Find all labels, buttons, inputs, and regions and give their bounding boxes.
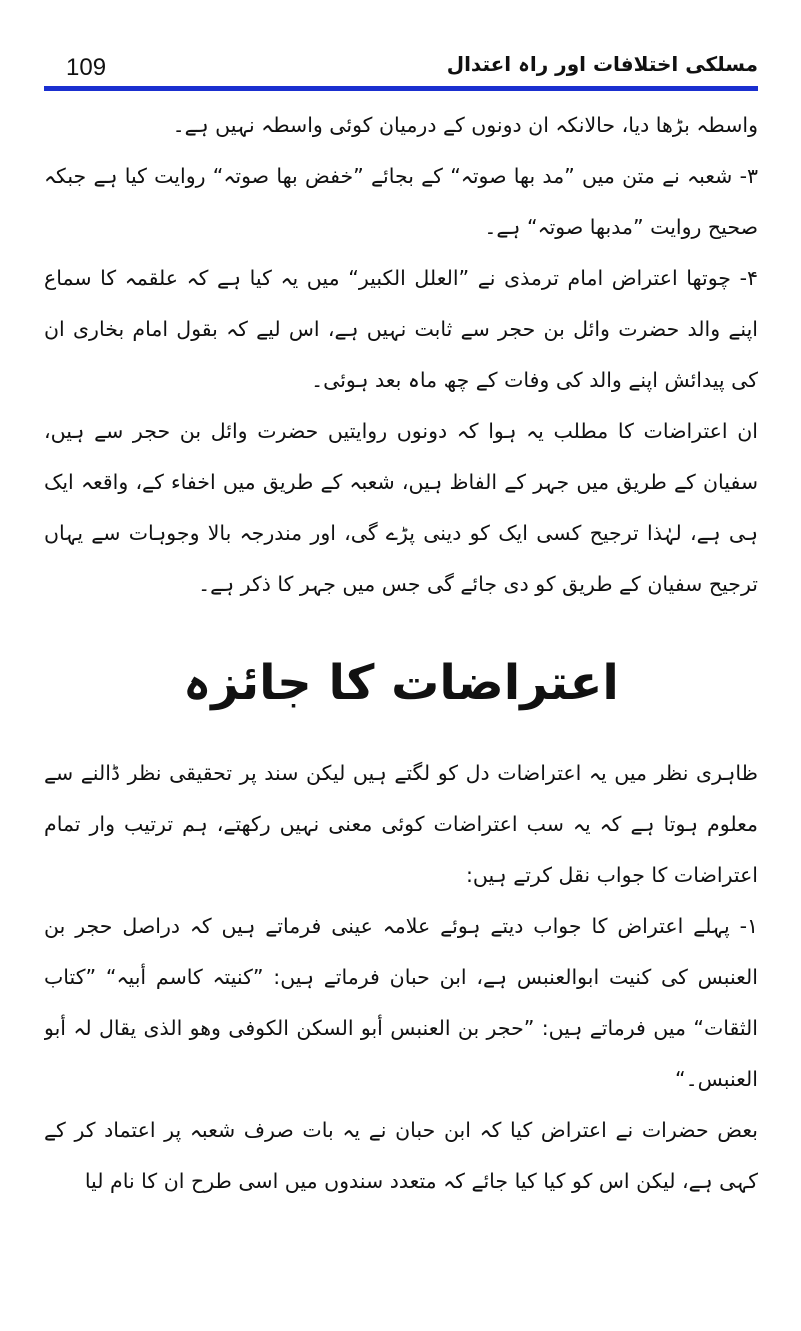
section-heading: اعتراضات کا جائزہ [183,655,619,711]
page-number: 109 [66,54,107,81]
paragraph-objection-4: ۴- چوتھا اعتراض امام ترمذی نے ”العلل الکبیر“ میں یہ کیا ہے کہ علقمہ کا سماع اپنے والد حضرت وائل بن حجر سے ثابت نہیں ہے، اس لیے کہ بقول امام بخاری ان کی پیدائش اپنے والد کی وفات کے چھ ماہ بعد ہوئی۔ [44,266,758,392]
paragraph-answer-1: ۱- پہلے اعتراض کا جواب دیتے ہوئے علامہ عینی فرماتے ہیں کہ دراصل حجر بن العنبس کی کنیت ابوالعنبس ہے، ابن حبان فرماتے ہیں: ”کنیتہ کاسم أبیہ“ ”کتاب الثقات“ میں فرماتے ہیں: ”حجر بن العنبس أبو السکن الکوفی وھو الذی یقال لہ أبو العنبس۔“ [44,914,758,1091]
paragraph-objection-3: ۳- شعبہ نے متن میں ”مد بھا صوتہ“ کے بجائے ”خفض بھا صوتہ“ روایت کیا ہے جبکہ صحیح روایت ”مدبھا صوتہ“ ہے۔ [44,164,758,239]
running-title: مسلکی اختلافات اور راہ اعتدال [446,52,758,76]
paragraph-intro: ظاہری نظر میں یہ اعتراضات دل کو لگتے ہیں لیکن سند پر تحقیقی نظر ڈالنے سے معلوم ہوتا ہے کہ یہ سب اعتراضات کوئی معنی نہیں رکھتے، ہم ترتیب وار تمام اعتراضات کا جواب نقل کرتے ہیں: [44,761,758,887]
paragraph-continuation: واسطہ بڑھا دیا، حالانکہ ان دونوں کے درمیان کوئی واسطہ نہیں ہے۔ [172,113,758,137]
page-header [44,52,758,86]
paragraph-summary: ان اعتراضات کا مطلب یہ ہوا کہ دونوں روایتیں حضرت وائل بن حجر سے ہیں، سفیان کے طریق میں جہر کے الفاظ ہیں، شعبہ کے طریق میں اخفاء کے، واقعہ ایک ہی ہے، لہٰذا ترجیح کسی ایک کو دینی پڑے گی، اور مندرجہ بالا وجوہات سے یہاں ترجیح سفیان کے طریق کو دی جائے گی جس میں جہر کا ذکر ہے۔ [44,419,758,596]
header-rule [44,86,758,91]
paragraph-rebuttal: بعض حضرات نے اعتراض کیا کہ ابن حبان نے یہ بات صرف شعبہ پر اعتماد کر کے کہی ہے، لیکن اس کو کیا کیا جائے کہ متعدد سندوں میں اسی طرح ان کا نام لیا [44,1118,758,1193]
page-body [44,100,758,1325]
